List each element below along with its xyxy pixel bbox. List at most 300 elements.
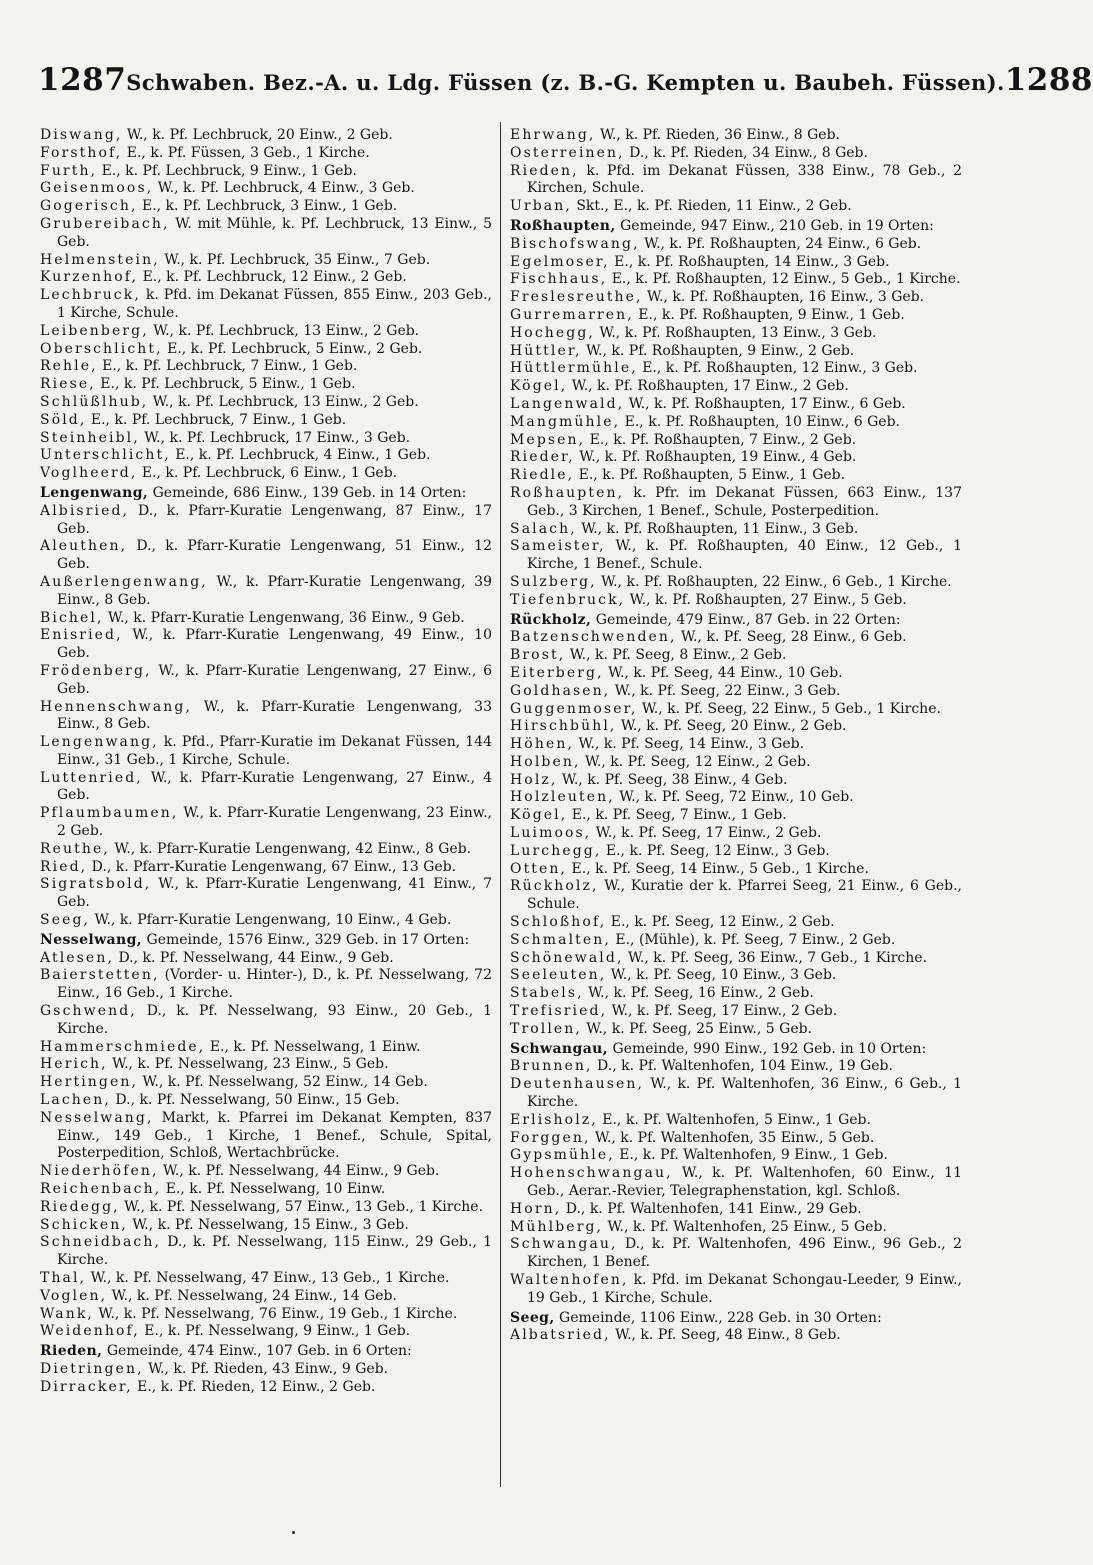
place-name: Urban, — [510, 198, 572, 215]
place-details: k. Pfd., Pfarr-Kuratie im Dekanat Füssen, 144 Einw., 31 Geb., 1 Kirche, Schule. — [57, 734, 492, 768]
place-name: Grubereibach, — [40, 215, 170, 232]
place-entry — [40, 1092, 492, 1110]
place-name: Kögel, — [510, 378, 568, 395]
place-details: W., k. Pf. Seeg, 20 Einw., 2 Geb. — [616, 718, 847, 735]
place-entry — [40, 503, 492, 539]
place-entry — [510, 1201, 962, 1219]
place-details: E., k. Pf. Roßhaupten, 12 Einw., 5 Geb., 1 Kirche. — [607, 271, 961, 288]
place-details: W., k. Pf. Seeg, 10 Einw., 3 Geb. — [606, 967, 837, 984]
place-details: D., k. Pfarr-Kuratie Lengenwang, 51 Einw., 12 Geb. — [57, 538, 492, 573]
place-details: E., k. Pf. Roßhaupten, 5 Einw., 1 Geb. — [574, 467, 846, 484]
place-name: Mühlberg, — [510, 1218, 604, 1235]
place-name: Hüttlermühle, — [510, 360, 638, 377]
place-entry — [510, 343, 962, 361]
place-name: Steinheibl, — [40, 429, 140, 446]
place-name: Außerlengenwang, — [40, 573, 208, 590]
place-entry — [510, 414, 962, 432]
place-details: W., k. Pf. Roßhaupten, 27 Einw., 5 Geb. — [625, 591, 907, 608]
place-details: W., k. Pfarr-Kuratie Lengenwang, 27 Einw., 6 Geb. — [57, 662, 492, 697]
place-name: Forggen, — [510, 1129, 591, 1146]
place-name: Lechbruck, — [40, 287, 141, 304]
place-entry — [510, 289, 962, 307]
place-details: W., k. Pf. Nesselwang, 24 Einw., 14 Geb. — [107, 1287, 397, 1304]
place-entry — [510, 396, 962, 414]
place-entry — [510, 825, 962, 843]
place-entry — [510, 1076, 962, 1112]
place-details: W., k. Pf. Rieden, 36 Einw., 8 Geb. — [595, 127, 840, 143]
place-name: Pflaumbaumen, — [40, 805, 179, 822]
place-details: W., k. Pf. Lechbruck, 17 Einw., 3 Geb. — [139, 429, 411, 446]
place-entry — [40, 127, 492, 145]
place-details: W., k. Pf. Roßhaupten, 13 Einw., 3 Geb. — [594, 324, 877, 341]
place-entry — [40, 734, 492, 770]
place-details: Markt, k. Pfarrei im Dekanat Kempten, 837 Einw., 149 Geb., 1 Kirche, 1 Benef., Schule, Spital, Posterpedition, Schloß, Wertachbrücke. — [57, 1109, 492, 1162]
place-entry — [40, 216, 492, 252]
place-details: D., k. Pf. Nesselwang, 44 Einw., 9 Geb. — [114, 949, 394, 966]
place-details: W., k. Pf. Seeg, 48 Einw., 8 Geb. — [610, 1327, 841, 1344]
place-name: Baierstetten, — [40, 967, 160, 984]
place-name: Thal, — [40, 1270, 87, 1286]
place-details: W., k. Pf. Roßhaupten, 11 Einw., 3 Geb. — [576, 520, 859, 537]
place-name: Dirracker, — [40, 1378, 133, 1395]
place-name: Seeg, — [40, 912, 91, 929]
place-entry — [510, 736, 962, 754]
place-entry — [510, 163, 962, 199]
print-speck — [292, 1531, 295, 1534]
place-name: Albisried, — [40, 502, 130, 519]
place-name: Riedegg, — [40, 1198, 120, 1215]
place-name: Gurremarren, — [510, 306, 634, 323]
place-details: W., k. Pf. Seeg, 14 Einw., 3 Geb. — [574, 736, 805, 753]
place-details: E., k. Pf. Roßhaupten, 10 Einw., 6 Geb. — [620, 413, 900, 430]
place-details: W., k. Pf. Seeg, 12 Einw., 2 Geb. — [580, 753, 811, 770]
place-entry — [510, 878, 962, 914]
right-column — [510, 127, 962, 1565]
place-details: W., k. Pfarr-Kuratie Lengenwang, 23 Einw., 2 Geb. — [57, 805, 492, 840]
place-entry — [510, 754, 962, 772]
municipality-heading — [510, 612, 962, 630]
place-entry — [510, 432, 962, 450]
place-entry — [510, 325, 962, 343]
place-name: Lurchegg, — [510, 842, 602, 859]
place-details: W., k. Pfarr-Kuratie Lengenwang, 41 Einw., 7 Geb. — [57, 876, 492, 911]
place-details: W., k. Pf. Seeg, 38 Einw., 4 Geb. — [557, 771, 788, 788]
place-name: Wank, — [40, 1305, 94, 1322]
place-entry — [510, 861, 962, 879]
place-name: Schneidbach, — [40, 1234, 162, 1251]
place-name: Horn, — [510, 1200, 562, 1217]
place-name: Albatsried, — [510, 1327, 611, 1344]
place-details: W., k. Pf. Roßhaupten, 9 Einw., 2 Geb. — [581, 342, 855, 359]
place-details: E., k. Pf. Waltenhofen, 5 Einw., 1 Geb. — [597, 1111, 871, 1128]
place-name: Batzenschwenden, — [510, 629, 677, 646]
place-details: E., k. Pf. Roßhaupten, 12 Einw., 3 Geb. — [637, 360, 918, 377]
place-name: Schloßhof, — [510, 914, 607, 931]
place-entry — [40, 1056, 492, 1074]
place-entry — [510, 467, 962, 485]
place-name: Sulzberg, — [510, 573, 597, 590]
place-entry — [510, 647, 962, 665]
place-details: E., k. Pf. Lechbruck, 7 Einw., 1 Geb. — [97, 358, 358, 375]
place-details: W., k. Pf. Nesselwang, 23 Einw., 5 Geb. — [107, 1056, 389, 1073]
place-entry — [40, 269, 492, 287]
place-entry — [510, 1003, 962, 1021]
place-entry — [40, 145, 492, 163]
municipality-heading — [510, 218, 962, 236]
place-details: (Vorder- u. Hinter-), D., k. Pf. Nesselwang, 72 Einw., 16 Geb., 1 Kirche. — [57, 967, 492, 1002]
place-details: E., k. Pf. Roßhaupten, 14 Einw., 3 Geb. — [609, 253, 890, 270]
place-details: Gemeinde, 1106 Einw., 228 Geb. in 30 Orten: — [554, 1309, 882, 1326]
place-details: W., k. Pf. Nesselwang, 44 Einw., 9 Geb. — [158, 1163, 440, 1180]
place-name: Herich, — [40, 1056, 108, 1073]
place-name: Gogerisch, — [40, 198, 138, 215]
place-name: Riese, — [40, 376, 96, 393]
place-entry — [510, 1236, 962, 1272]
place-details: W., k. Pf. Seeg, 44 Einw., 10 Geb. — [603, 664, 843, 681]
place-name: Atlesen, — [40, 949, 114, 966]
place-name: Hirschbühl, — [510, 718, 617, 735]
place-name: Mepsen, — [510, 431, 586, 448]
place-name: Geisenmoos, — [40, 180, 154, 197]
place-name: Holz, — [510, 771, 558, 788]
place-details: k. Pfr. im Dekanat Füssen, 663 Einw., 137 Geb., 3 Kirchen, 1 Benef., Schule, Posterpedition. — [527, 484, 962, 519]
place-entry — [40, 252, 492, 270]
place-entry — [40, 447, 492, 465]
place-entry — [510, 807, 962, 825]
place-details: E., k. Pf. Roßhaupten, 9 Einw., 1 Geb. — [633, 306, 905, 323]
place-details: Gemeinde, 1576 Einw., 329 Geb. in 17 Orten: — [142, 931, 470, 948]
place-name: Bichel, — [40, 609, 104, 626]
place-name: Luimoos, — [510, 825, 592, 842]
place-entry — [40, 967, 492, 1003]
place-entry — [40, 1163, 492, 1181]
place-name: Furth, — [40, 162, 98, 179]
place-details: W., k. Pf. Nesselwang, 52 Einw., 14 Geb. — [138, 1074, 428, 1091]
place-details: E., k. Pf. Rieden, 12 Einw., 2 Geb. — [132, 1378, 376, 1395]
place-name: Erlisholz, — [510, 1111, 598, 1128]
place-name: Schwangau, — [510, 1236, 618, 1253]
place-entry — [40, 1270, 492, 1288]
place-name: Oberschlicht, — [40, 340, 163, 357]
place-name: Guggenmoser, — [510, 700, 638, 717]
place-details: D., k. Pf. Nesselwang, 93 Einw., 20 Geb., 1 Kirche. — [57, 1003, 492, 1037]
place-details: W., k. Pf. Roßhaupten, 16 Einw., 3 Geb. — [642, 289, 925, 306]
place-entry — [510, 1112, 962, 1130]
place-entry — [40, 430, 492, 448]
place-details: W., k. Pfarr-Kuratie Lengenwang, 10 Einw., 4 Geb. — [90, 912, 452, 929]
place-name: Rieden, — [40, 1343, 103, 1360]
place-entry — [510, 1272, 962, 1308]
place-name: Bischofswang, — [510, 235, 640, 252]
place-name: Otten, — [510, 860, 568, 877]
place-entry — [40, 1379, 492, 1397]
place-entry — [510, 485, 962, 521]
place-entry — [40, 163, 492, 181]
place-name: Deutenhausen, — [510, 1076, 645, 1093]
place-entry — [510, 1147, 962, 1165]
column-divider — [500, 122, 501, 1487]
place-details: W., k. Pf. Seeg, 36 Einw., 7 Geb., 1 Kirche. — [623, 949, 928, 966]
place-details: W., k. Pf. Seeg, 22 Einw., 3 Geb. — [610, 682, 841, 699]
place-entry — [40, 180, 492, 198]
place-details: Gemeinde, 947 Einw., 210 Geb. in 19 Orten: — [615, 217, 934, 234]
place-details: W., k. Pfarr-Kuratie Lengenwang, 36 Einw., 9 Geb. — [103, 609, 465, 626]
place-name: Niederhöfen, — [40, 1163, 159, 1180]
place-details: E., k. Pf. Nesselwang, 1 Einw. — [205, 1038, 421, 1055]
place-name: Fischhaus, — [510, 271, 608, 288]
place-name: Hohenschwangau, — [510, 1165, 673, 1182]
place-name: Hammerschmiede, — [40, 1038, 206, 1055]
place-name: Luttenried, — [40, 769, 143, 786]
place-name: Brost, — [510, 647, 566, 664]
place-entry — [510, 1219, 962, 1237]
place-entry — [40, 1181, 492, 1199]
place-details: E., k. Pf. Lechbruck, 3 Einw., 1 Geb. — [137, 198, 398, 215]
place-entry — [510, 629, 962, 647]
place-name: Dietringen, — [40, 1360, 144, 1377]
place-details: W., k. Pf. Seeg, 22 Einw., 5 Geb., 1 Kirche. — [637, 700, 941, 717]
place-details: W., k. Pf. Seeg, 17 Einw., 2 Geb. — [607, 1003, 838, 1020]
place-name: Lengenwang, — [40, 734, 159, 751]
place-entry — [40, 1217, 492, 1235]
place-entry — [510, 236, 962, 254]
place-details: W., k. Pfarr-Kuratie Lengenwang, 27 Einw., 4 Geb. — [57, 769, 492, 804]
place-name: Schönewald, — [510, 949, 624, 966]
place-entry — [40, 1039, 492, 1057]
left-column — [40, 127, 492, 1565]
place-entry — [510, 360, 962, 378]
place-name: Voglheerd, — [40, 465, 138, 482]
place-details: E., k. Pf. Seeg, 14 Einw., 5 Geb., 1 Kirche. — [567, 860, 869, 877]
place-name: Enisried, — [40, 627, 123, 644]
place-details: E., k. Pf. Lechbruck, 6 Einw., 1 Geb. — [137, 465, 398, 482]
place-name: Mangmühle, — [510, 413, 621, 430]
place-name: Schicken, — [40, 1216, 128, 1233]
place-details: E., k. Pf. Roßhaupten, 7 Einw., 2 Geb. — [585, 431, 857, 448]
place-details: W., k. Pf. Waltenhofen, 25 Einw., 5 Geb. — [603, 1218, 887, 1235]
place-name: Rieder, — [510, 449, 575, 466]
place-name: Brunnen, — [510, 1058, 593, 1075]
place-entry — [510, 1327, 962, 1345]
place-entry — [40, 1323, 492, 1341]
place-entry — [510, 967, 962, 985]
place-details: k. Pfd. im Dekanat Schongau-Leeder, 9 Einw., 19 Geb., 1 Kirche, Schule. — [527, 1272, 962, 1306]
place-details: Gemeinde, 686 Einw., 139 Geb. in 14 Orten: — [148, 484, 467, 501]
place-name: Lengenwang, — [40, 484, 149, 501]
place-details: Skt., E., k. Pf. Rieden, 11 Einw., 2 Geb. — [571, 198, 852, 215]
place-details: E., k. Pf. Nesselwang, 10 Einw. — [161, 1181, 386, 1198]
place-details: W., k. Pf. Seeg, 8 Einw., 2 Geb. — [565, 647, 787, 664]
place-details: D., k. Pf. Waltenhofen, 496 Einw., 96 Geb., 2 Kirchen, 1 Benef. — [527, 1236, 962, 1271]
place-details: W., k. Pf. Seeg, 16 Einw., 2 Geb. — [583, 985, 814, 1002]
place-details: W., k. Pf. Lechbruck, 13 Einw., 2 Geb. — [148, 393, 419, 410]
place-name: Diswang, — [40, 127, 123, 143]
place-details: W., k. Pf. Seeg, 72 Einw., 10 Geb. — [614, 789, 854, 806]
place-details: E., k. Pf. Seeg, 7 Einw., 1 Geb. — [567, 807, 787, 824]
place-details: k. Pfd. im Dekanat Füssen, 338 Einw., 78 Geb., 2 Kirchen, Schule. — [527, 162, 962, 197]
place-entry — [40, 912, 492, 930]
place-name: Egelmoser, — [510, 253, 610, 270]
place-name: Reuthe, — [40, 840, 110, 857]
place-name: Seeleuten, — [510, 967, 607, 984]
place-entry — [40, 1306, 492, 1324]
place-entry — [510, 1165, 962, 1201]
place-details: W., k. Pf. Roßhaupten, 22 Einw., 6 Geb., 1 Kirche. — [596, 573, 952, 590]
place-details: E., k. Pf. Füssen, 3 Geb., 1 Kirche. — [122, 144, 370, 161]
place-name: Holzleuten, — [510, 789, 615, 806]
place-details: W., k. Pf. Roßhaupten, 17 Einw., 6 Geb. — [624, 395, 906, 412]
place-entry — [510, 683, 962, 701]
place-details: W., k. Pf. Roßhaupten, 17 Einw., 2 Geb. — [567, 378, 849, 395]
place-name: Frödenberg, — [40, 662, 152, 679]
place-name: Schlüßlhub, — [40, 393, 149, 410]
place-details: W. mit Mühle, k. Pf. Lechbruck, 13 Einw., 5 Geb. — [57, 215, 492, 250]
place-details: W., k. Pf. Nesselwang, 47 Einw., 13 Geb., 1 Kirche. — [86, 1270, 450, 1286]
place-name: Aleuthen, — [40, 538, 128, 555]
place-details: W., k. Pf. Roßhaupten, 40 Einw., 12 Geb., 1 Kirche, 1 Benef., Schule. — [527, 538, 962, 573]
place-details: E., k. Pf. Lechbruck, 5 Einw., 2 Geb. — [162, 340, 423, 357]
place-name: Holben, — [510, 753, 581, 770]
place-entry — [40, 1361, 492, 1379]
place-entry — [40, 859, 492, 877]
place-name: Seeg, — [510, 1309, 555, 1326]
place-entry — [40, 805, 492, 841]
place-details: E., k. Pf. Lechbruck, 12 Einw., 2 Geb. — [138, 269, 407, 286]
place-entry — [40, 574, 492, 610]
place-name: Hüttler, — [510, 342, 582, 359]
place-name: Schmalten, — [510, 931, 611, 948]
place-details: D., k. Pf. Nesselwang, 50 Einw., 15 Geb. — [110, 1092, 400, 1109]
place-details: D., k. Pf. Waltenhofen, 141 Einw., 29 Geb. — [561, 1200, 862, 1217]
place-entry — [510, 254, 962, 272]
place-name: Freslesreuthe, — [510, 289, 643, 306]
place-entry — [40, 770, 492, 806]
place-name: Hennenschwang, — [40, 698, 193, 715]
place-details: Gemeinde, 479 Einw., 87 Geb. in 22 Orten: — [591, 611, 901, 628]
place-name: Hertingen, — [40, 1074, 139, 1091]
place-entry — [510, 1021, 962, 1039]
place-details: W., k. Pf. Rieden, 43 Einw., 9 Geb. — [143, 1360, 389, 1377]
place-details: W., Kuratie der k. Pfarrei Seeg, 21 Einw., 6 Geb., Schule. — [527, 878, 962, 913]
place-entry — [40, 376, 492, 394]
place-details: W., k. Pf. Seeg, 28 Einw., 6 Geb. — [676, 629, 907, 646]
municipality-heading — [510, 1041, 962, 1059]
place-entry — [40, 1003, 492, 1039]
municipality-heading — [40, 932, 492, 950]
place-details: W., k. Pf. Seeg, 25 Einw., 5 Geb. — [581, 1020, 813, 1037]
place-details: E., (Mühle), k. Pf. Seeg, 7 Einw., 2 Geb. — [610, 931, 896, 948]
place-entry — [510, 378, 962, 396]
place-name: Stabels, — [510, 985, 584, 1002]
municipality-heading — [40, 485, 492, 503]
page-number-left: 1287 — [38, 62, 127, 98]
place-entry — [40, 1199, 492, 1217]
place-details: E., k. Pf. Waltenhofen, 9 Einw., 1 Geb. — [614, 1147, 888, 1164]
place-details: W., k. Pf. Waltenhofen, 60 Einw., 11 Geb., Aerar.-Revier, Telegraphenstation, kgl. Schloß. — [527, 1165, 962, 1200]
place-details: E., k. Pf. Lechbruck, 9 Einw., 1 Geb. — [97, 162, 357, 179]
place-name: Waltenhofen, — [510, 1272, 629, 1288]
place-name: Helmenstein, — [40, 251, 160, 268]
place-entry — [40, 465, 492, 483]
place-entry — [40, 627, 492, 663]
place-details: W., k. Pfarr-Kuratie Lengenwang, 39 Einw., 8 Geb. — [57, 573, 492, 608]
place-details: W., k. Pf. Lechbruck, 20 Einw., 2 Geb. — [122, 127, 393, 143]
place-details: E., k. Pf. Nesselwang, 9 Einw., 1 Geb. — [139, 1323, 411, 1340]
place-details: E., k. Pf. Lechbruck, 5 Einw., 1 Geb. — [95, 376, 356, 393]
place-details: D., k. Pfarr-Kuratie Lengenwang, 87 Einw., 17 Geb. — [57, 502, 492, 537]
place-details: W., k. Pf. Lechbruck, 13 Einw., 2 Geb. — [148, 322, 420, 339]
place-name: Rückholz, — [510, 611, 592, 628]
place-details: W., k. Pf. Nesselwang, 76 Einw., 19 Geb., 1 Kirche. — [93, 1305, 458, 1322]
place-details: W., k. Pf. Seeg, 17 Einw., 2 Geb. — [591, 825, 822, 842]
place-name: Sameister, — [510, 538, 606, 555]
place-entry — [510, 574, 962, 592]
place-name: Langenwald, — [510, 395, 625, 412]
place-entry — [510, 772, 962, 790]
place-name: Salach, — [510, 520, 577, 537]
place-details: W., k. Pf. Lechbruck, 4 Einw., 3 Geb. — [153, 180, 415, 197]
place-details: W., k. Pf. Nesselwang, 15 Einw., 3 Geb. — [127, 1216, 409, 1233]
place-name: Kurzenhof, — [40, 269, 139, 286]
place-details: E., k. Pf. Seeg, 12 Einw., 3 Geb. — [601, 842, 830, 859]
place-name: Eiterberg, — [510, 664, 604, 681]
place-details: W., k. Pf. Nesselwang, 57 Einw., 13 Geb., 1 Kirche. — [119, 1198, 484, 1215]
place-name: Rehle, — [40, 358, 98, 375]
place-name: Riedle, — [510, 467, 575, 484]
place-details: W., k. Pfarr-Kuratie Lengenwang, 49 Einw., 10 Geb. — [57, 627, 492, 662]
place-name: Gypsmühle, — [510, 1147, 615, 1164]
place-details: W., k. Pfarr-Kuratie Lengenwang, 42 Einw., 8 Geb. — [109, 840, 472, 857]
place-name: Roßhaupten, — [510, 484, 625, 501]
place-name: Ehrwang, — [510, 127, 596, 143]
place-name: Trefisried, — [510, 1003, 608, 1020]
place-entry — [40, 663, 492, 699]
place-name: Rieden, — [510, 162, 579, 179]
place-name: Tiefenbruck, — [510, 591, 626, 608]
place-entry — [40, 950, 492, 968]
running-title: Schwaben. Bez.-A. u. Ldg. Füssen (z. B.-G. Kempten u. Baubeh. Füssen). — [126, 70, 1005, 95]
place-details: D., k. Pf. Nesselwang, 115 Einw., 29 Geb., 1 Kirche. — [57, 1234, 492, 1269]
place-entry — [510, 271, 962, 289]
municipality-heading — [510, 1310, 962, 1328]
place-entry — [40, 699, 492, 735]
place-entry — [40, 394, 492, 412]
page-header — [38, 62, 1093, 102]
place-entry — [510, 701, 962, 719]
place-entry — [40, 538, 492, 574]
place-details: W., k. Pf. Lechbruck, 35 Einw., 7 Geb. — [159, 251, 431, 268]
place-details: D., k. Pf. Waltenhofen, 104 Einw., 19 Geb. — [592, 1058, 893, 1075]
place-entry — [40, 323, 492, 341]
place-name: Ried, — [40, 858, 88, 875]
place-entry — [510, 985, 962, 1003]
place-entry — [40, 876, 492, 912]
place-entry — [510, 1130, 962, 1148]
place-name: Osterreinen, — [510, 144, 625, 161]
place-name: Kögel, — [510, 807, 568, 824]
place-details: Gemeinde, 474 Einw., 107 Geb. in 6 Orten: — [102, 1343, 412, 1360]
place-entry — [40, 358, 492, 376]
place-details: D., k. Pfarr-Kuratie Lengenwang, 67 Einw., 13 Geb. — [87, 858, 457, 875]
place-entry — [40, 1234, 492, 1270]
place-entry — [40, 287, 492, 323]
place-entry — [510, 665, 962, 683]
place-entry — [40, 198, 492, 216]
place-name: Schwangau, — [510, 1040, 609, 1057]
place-name: Lachen, — [40, 1092, 111, 1109]
place-name: Nesselwang, — [40, 931, 143, 948]
place-entry — [510, 718, 962, 736]
